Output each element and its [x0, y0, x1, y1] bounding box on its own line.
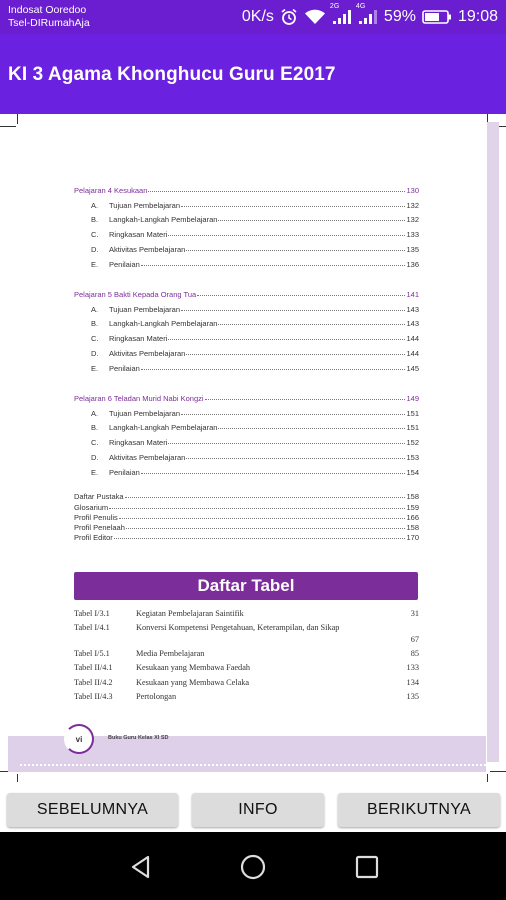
battery-icon	[422, 9, 452, 25]
toc-extra-item: Glosarium 159	[74, 502, 419, 512]
next-button[interactable]: BERIKUTNYA	[338, 793, 500, 827]
toc-item: D. Aktivitas Pembelajaran 153	[91, 452, 419, 462]
network-type-1: 2G	[329, 3, 340, 10]
list-of-tables	[74, 608, 419, 705]
app-bar	[0, 34, 506, 114]
crop-mark	[17, 774, 18, 782]
carrier-1: Indosat Ooredoo	[8, 4, 87, 16]
app-title: KI 3 Agama Khonghucu Guru E2017	[8, 64, 336, 85]
toc-extra-item: Profil Penulis 166	[74, 512, 419, 522]
status-icons	[241, 3, 498, 27]
toc-item: A. Tujuan Pembelajaran 151	[91, 408, 419, 418]
toc-item: B. Langkah-Langkah Pembelajaran 132	[91, 215, 419, 225]
toc-chapter-4	[74, 180, 419, 269]
table-entry: Tabel II/4.1 Kesukaan yang Membawa Faedah 133	[74, 663, 419, 673]
network-speed: 0K/s	[241, 8, 274, 25]
page-edge-decoration	[487, 122, 499, 762]
toc-chapter-title: Pelajaran 5 Bakti Kepada Orang Tua 141	[74, 289, 419, 299]
carrier-info	[8, 4, 90, 30]
signal-icon-sim2	[355, 3, 378, 25]
network-type-2: 4G	[355, 3, 366, 10]
toc-extra-item: Profil Editor 170	[74, 533, 419, 543]
document-viewer[interactable]	[0, 114, 506, 782]
toc-item: C. Ringkasan Materi 144	[91, 334, 419, 344]
toc-item: D. Aktivitas Pembelajaran 135	[91, 244, 419, 254]
table-entry: Tabel I/4.1 Konversi Kompetensi Pengetahuan, Keterampilan, dan Sikap 67	[74, 623, 419, 644]
table-entry: Tabel I/3.1 Kegiatan Pembelajaran Saintifik 31	[74, 609, 419, 618]
wifi-icon	[304, 9, 326, 25]
back-icon[interactable]	[128, 854, 154, 880]
info-button[interactable]: INFO	[192, 793, 324, 827]
recents-icon[interactable]	[354, 854, 380, 880]
table-entry: Tabel II/4.3 Pertolongan 135	[74, 691, 419, 701]
toc-item: A. Tujuan Pembelajaran 132	[91, 200, 419, 210]
toc-item: E. Penilaian 136	[91, 259, 419, 269]
crop-mark	[490, 771, 506, 772]
toc-chapter-5	[74, 284, 419, 373]
toc-chapter-6	[74, 388, 419, 477]
previous-button[interactable]: SEBELUMNYA	[7, 793, 178, 827]
list-of-tables-heading: Daftar Tabel	[74, 572, 418, 600]
toc-item: C. Ringkasan Materi 152	[91, 438, 419, 448]
toc-item: C. Ringkasan Materi 133	[91, 230, 419, 240]
toc-item: B. Langkah-Langkah Pembelajaran 143	[91, 319, 419, 329]
crop-mark	[0, 126, 16, 127]
page-footer-text: Buku Guru Kelas XI SD	[108, 735, 169, 741]
battery-percent: 59%	[383, 8, 416, 25]
toc-chapter-title: Pelajaran 6 Teladan Murid Nabi Kongzi 149	[74, 393, 419, 403]
home-icon[interactable]	[240, 854, 266, 880]
signal-icon-sim1	[329, 3, 352, 25]
toc-extras	[74, 491, 419, 542]
carrier-2: Tsel-DIRumahAja	[8, 17, 90, 29]
page-number-badge: vi	[64, 724, 94, 754]
toc-item: A. Tujuan Pembelajaran 143	[91, 304, 419, 314]
toc-extra-item: Daftar Pustaka 158	[74, 492, 419, 502]
alarm-icon	[280, 8, 298, 26]
toc-item: E. Penilaian 145	[91, 363, 419, 373]
crop-mark	[487, 774, 488, 782]
toc-item: B. Langkah-Langkah Pembelajaran 151	[91, 423, 419, 433]
toc-chapter-title: Pelajaran 4 Kesukaan 130	[74, 185, 419, 195]
table-entry: Tabel I/5.1 Media Pembelajaran 85	[74, 649, 419, 659]
navigation-buttons	[0, 782, 506, 832]
toc-item: E. Penilaian 154	[91, 467, 419, 477]
table-entry: Tabel II/4.2 Kesukaan yang Membawa Celaka 134	[74, 677, 419, 687]
crop-mark	[17, 114, 18, 124]
footer-dotted-line	[20, 764, 486, 766]
system-navigation-bar	[0, 832, 506, 900]
toc-item: D. Aktivitas Pembelajaran 144	[91, 348, 419, 358]
clock: 19:08	[457, 8, 498, 25]
toc-extra-item: Profil Penelaah 158	[74, 523, 419, 533]
status-bar	[0, 0, 506, 34]
